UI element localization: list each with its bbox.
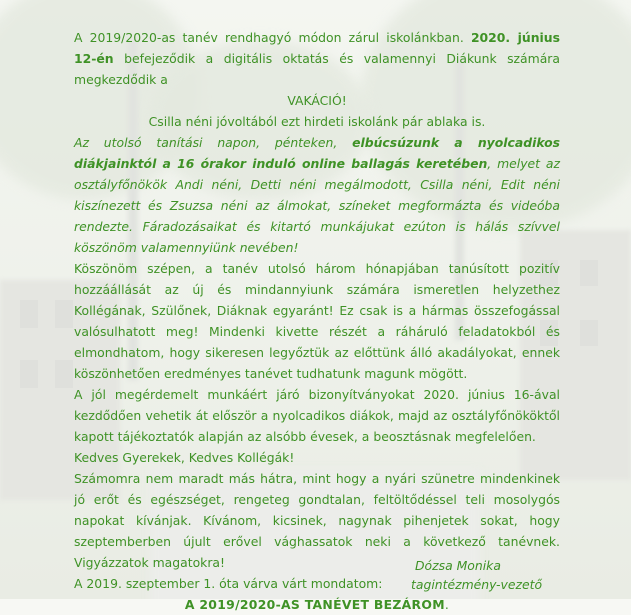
signature-name: Dózsa Monika	[415, 558, 501, 573]
wishes-paragraph: Számomra nem maradt más hátra, mint hogy a nyári szünetre mindenkinek jó erőt és egészséget, rengeteg gondtalan, feltöltődéssel teli mosolygós napokat kívánjak. Kívánom, kicsinek, nagynak pihenjetek sokat, hogy szeptemberben újult erővel vághassatok neki a következő tanévnek. Vigyázzatok magatokra!	[74, 471, 560, 570]
signature-role: tagintézmény-vezető	[411, 577, 543, 592]
greeting-line: Kedves Gyerekek, Kedves Kollégák!	[74, 450, 295, 465]
signature-block	[411, 556, 543, 594]
farewell-paragraph: Az utolsó tanítási napon, pénteken, elbúcsúzunk a nyolcadikos diákjainktól a 16 órakor induló online ballagás keretében, melyet az osztályfőnökök Andi néni, Detti néni megálmodott, Csilla néni, Edit néni kiszínezett és Zsuzsa néni az álmokat, színeket megformázta és videóba rendezte. Fáradozásaikat és kitartó munkájukat ezúton is hálás szívvel köszönöm valamennyiünk nevében!	[74, 135, 561, 255]
final-sentence-intro: A 2019. szeptember 1. óta várva várt mondatom:	[74, 576, 383, 591]
window-note: Csilla néni jóvoltából ezt hirdeti iskolánk pár ablaka is.	[148, 114, 486, 129]
thanks-paragraph: Köszönöm szépen, a tanév utolsó három hónapjában tanúsított pozitív hozzáállását az új és mindannyiunk számára ismeretlen helyzethez Kollégának, Szülőnek, Diáknak egyaránt! Ez csak is a hármas összefogással valósulhatott meg! Mindenki kivette részét a ráháruló feladatokból és elmondhatom, hogy sikeresen legyőztük az előttünk álló akadályokat, ennek köszönhetően eredményes tanévet tudhatunk magunk mögött.	[74, 261, 560, 381]
date-highlight: 2020. június 12-én	[74, 30, 560, 66]
certificate-paragraph: A jól megérdemelt munkáért járó bizonyítványokat 2020. június 16-ával kezdődően vehetik át először a nyolcadikos diákok, majd az osztályfőnököktől kapott tájékoztatók alapján az alsóbb évesek, a beosztásnak megfelelően.	[74, 387, 560, 444]
intro-paragraph: A 2019/2020-as tanév rendhagyó módon zárul iskolánkban. 2020. június 12-én befejeződik a digitális oktatás és valamennyi Diákunk számára megkezdődik a	[74, 30, 560, 87]
announcement-text	[74, 27, 560, 615]
vacation-line: VAKÁCIÓ!	[287, 93, 347, 108]
farewell-highlight: elbúcsúzunk a nyolcadikos diákjainktól a 16 órakor induló online ballagás keretében	[74, 135, 561, 171]
closing-statement: A 2019/2020-AS TANÉVET BEZÁROM.	[184, 597, 450, 612]
